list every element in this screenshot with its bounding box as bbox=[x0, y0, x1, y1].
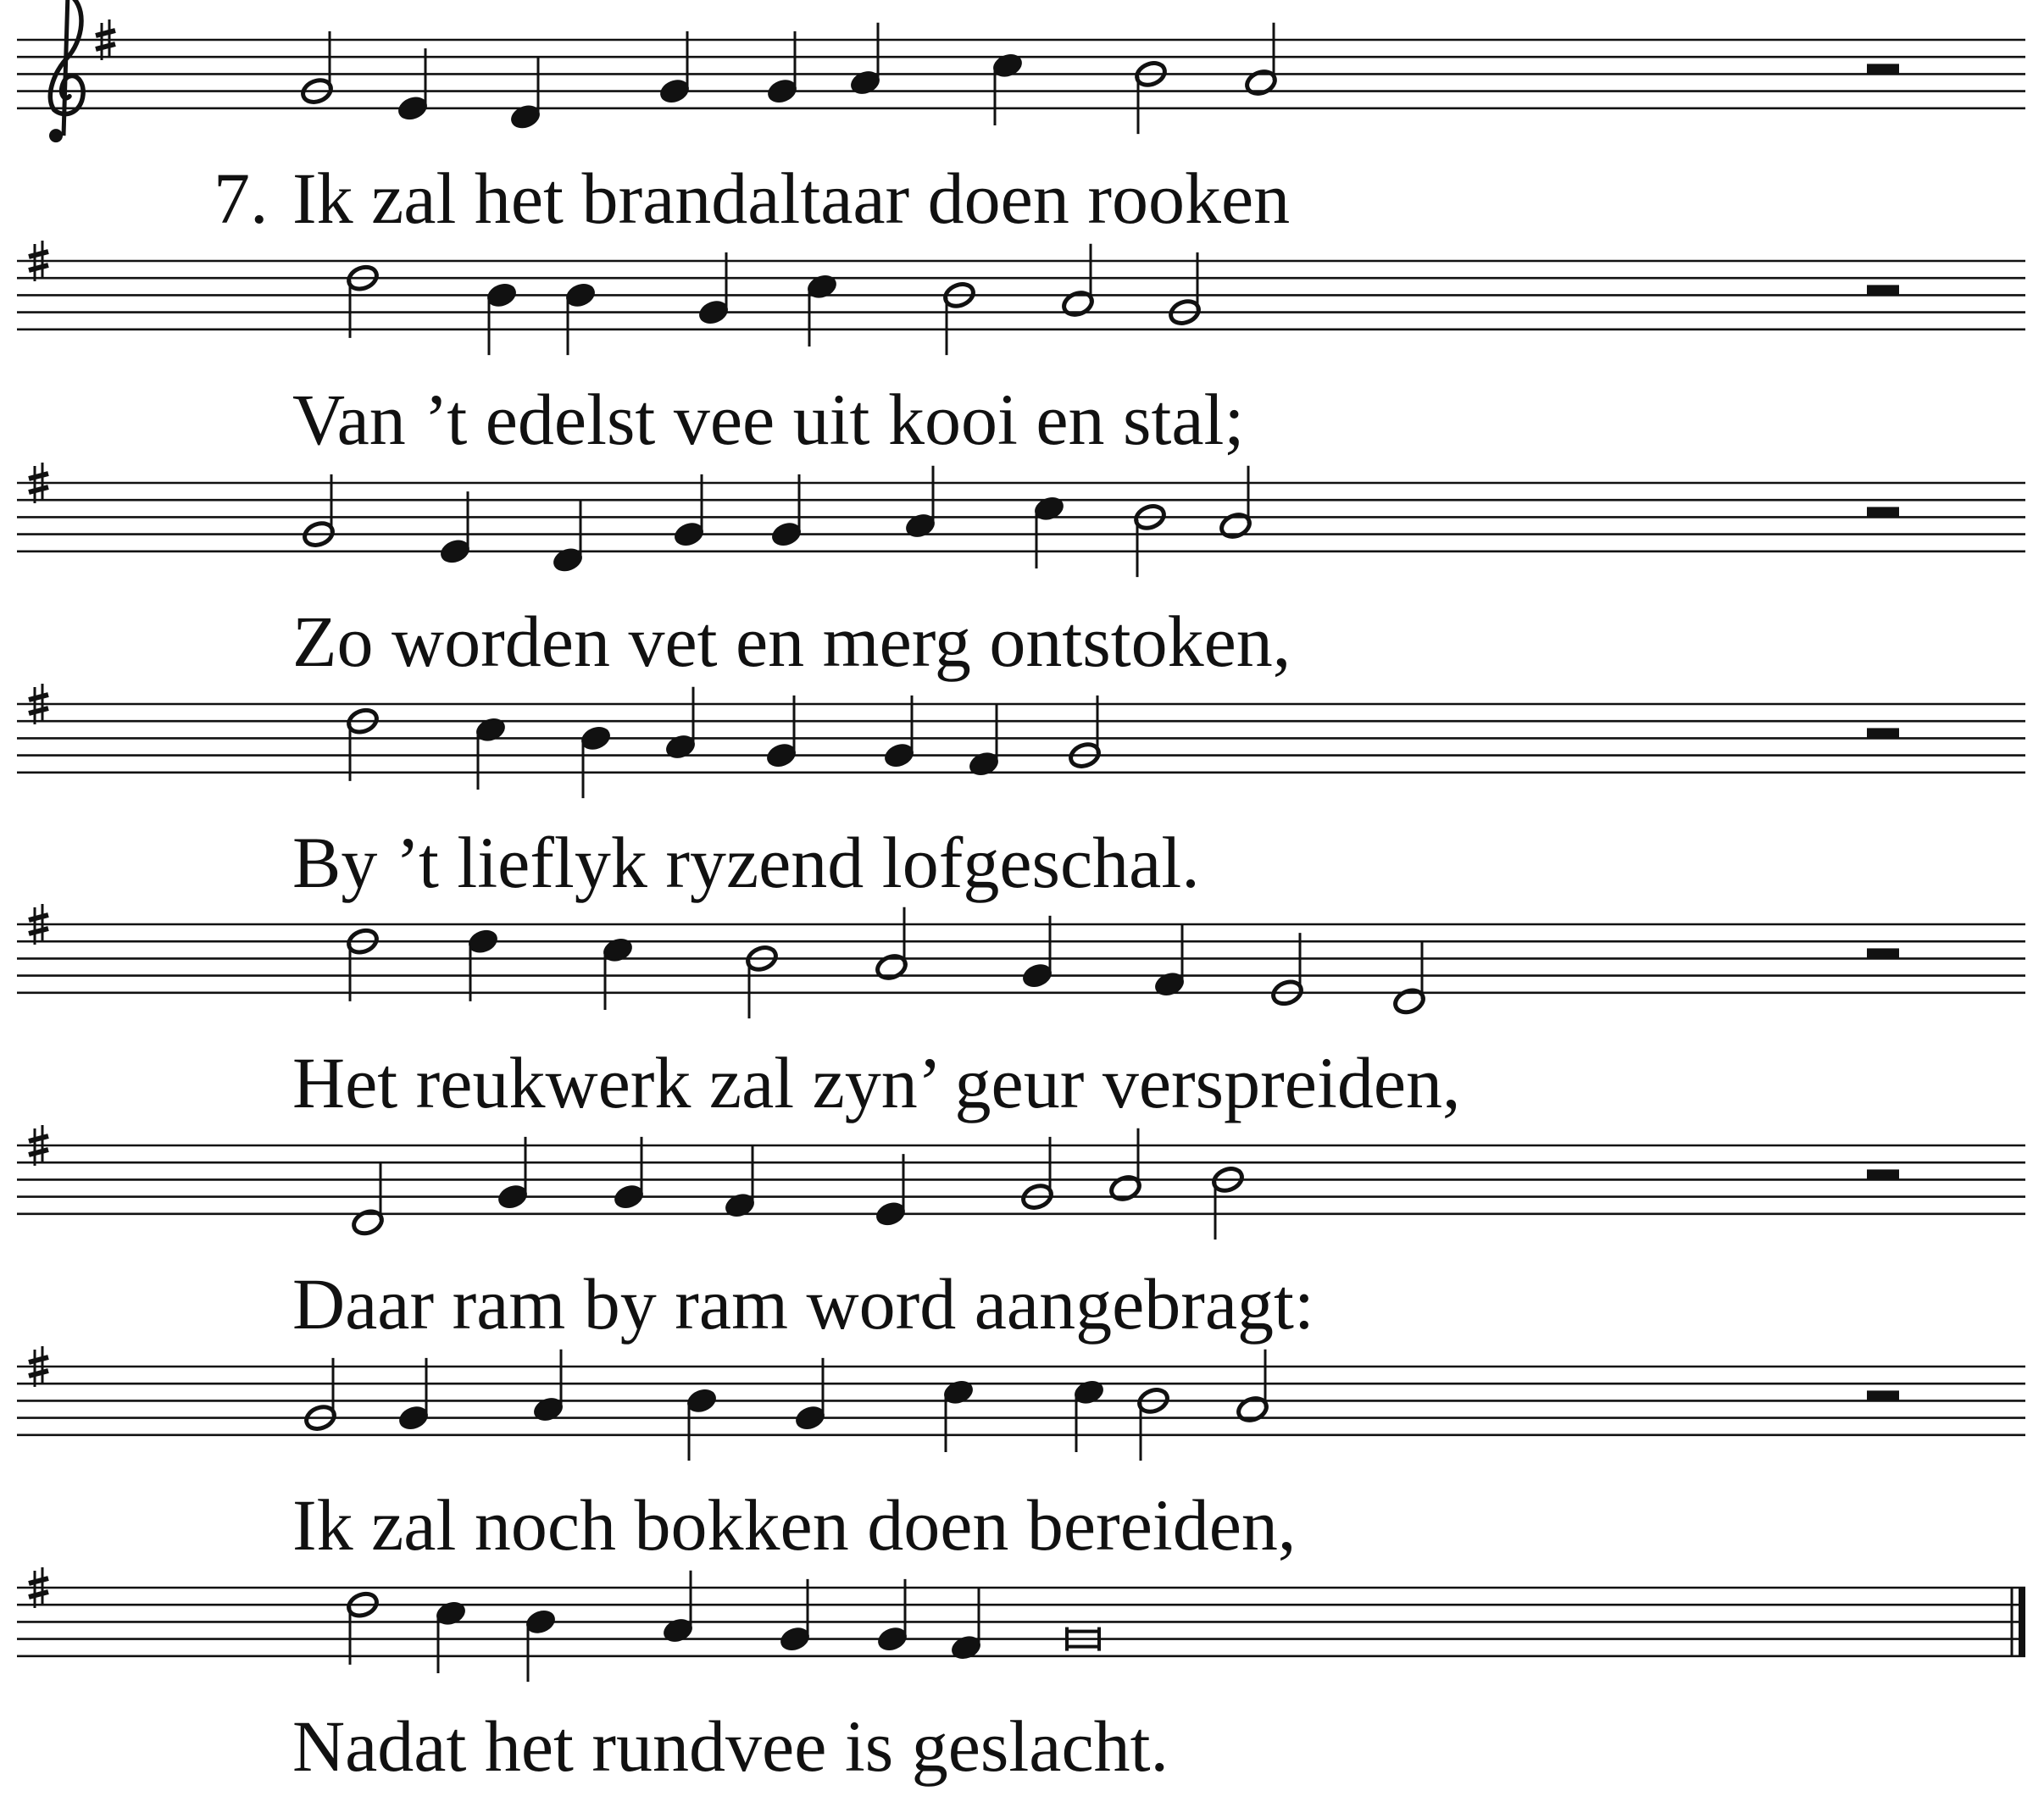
note bbox=[765, 31, 800, 106]
note bbox=[1219, 466, 1253, 541]
final-barline-thick bbox=[2019, 1588, 2025, 1656]
half-rest bbox=[1867, 285, 1899, 295]
note bbox=[346, 1590, 380, 1665]
note bbox=[531, 1350, 566, 1424]
note bbox=[991, 51, 1025, 125]
lyric-line: Van ’t edelst vee uit kooi en stal; bbox=[292, 378, 1245, 460]
sharp-bar bbox=[29, 1357, 48, 1362]
sharp-bar bbox=[29, 1136, 48, 1141]
sharp-bar bbox=[29, 1592, 48, 1597]
note bbox=[438, 491, 473, 566]
sharp-bar bbox=[29, 695, 48, 700]
lyric-line: Het reukwerk zal zyn’ geur verspreiden, bbox=[292, 1041, 1461, 1123]
note bbox=[466, 927, 501, 1001]
note bbox=[942, 280, 977, 355]
lyric-line: By ’t lieflyk ryzend lofgeschal. bbox=[292, 821, 1200, 903]
note bbox=[1068, 696, 1103, 770]
note bbox=[1236, 1350, 1270, 1424]
lyric-line: Nadat het rundvee is geslacht. bbox=[292, 1705, 1169, 1787]
system-3 bbox=[17, 463, 2025, 682]
system-2 bbox=[17, 241, 2025, 460]
sharp-bar bbox=[29, 487, 48, 492]
note bbox=[685, 1386, 719, 1461]
note bbox=[396, 48, 430, 123]
note bbox=[346, 263, 380, 338]
note bbox=[875, 907, 909, 982]
system-1 bbox=[17, 0, 2025, 239]
note bbox=[1136, 1386, 1171, 1461]
verse-number: 7. bbox=[214, 157, 269, 239]
note bbox=[397, 1358, 431, 1433]
note bbox=[941, 1378, 976, 1452]
note bbox=[1020, 1137, 1055, 1211]
note bbox=[346, 707, 380, 781]
note bbox=[903, 466, 938, 541]
note bbox=[664, 687, 698, 762]
note bbox=[745, 944, 780, 1018]
sharp-bar bbox=[96, 30, 115, 36]
note bbox=[496, 1137, 530, 1211]
half-rest bbox=[1867, 1169, 1899, 1179]
note bbox=[1134, 59, 1169, 134]
note bbox=[612, 1137, 647, 1211]
note bbox=[302, 474, 336, 549]
note bbox=[764, 696, 799, 770]
note bbox=[474, 715, 508, 790]
note bbox=[1392, 941, 1427, 1016]
note bbox=[874, 1154, 908, 1228]
note bbox=[769, 474, 804, 549]
note bbox=[805, 272, 840, 347]
half-rest bbox=[1867, 1390, 1899, 1400]
lyric-line: Ik zal noch bokken doen bereiden, bbox=[292, 1483, 1297, 1566]
system-4 bbox=[17, 684, 2025, 903]
half-rest bbox=[1867, 507, 1899, 517]
note bbox=[351, 1162, 386, 1237]
sharp-bar bbox=[29, 929, 48, 934]
note bbox=[1108, 1128, 1143, 1203]
note bbox=[1244, 23, 1279, 97]
note bbox=[658, 31, 692, 106]
note bbox=[485, 280, 519, 355]
note bbox=[1061, 244, 1096, 319]
sharp-bar bbox=[29, 1371, 48, 1376]
note bbox=[303, 1358, 338, 1433]
note bbox=[434, 1599, 469, 1673]
system-6 bbox=[17, 1125, 2025, 1345]
sharp-bar bbox=[29, 1578, 48, 1583]
sharp-bar bbox=[29, 265, 48, 270]
note bbox=[601, 935, 636, 1010]
note bbox=[778, 1579, 813, 1654]
note bbox=[1168, 252, 1203, 327]
note bbox=[1153, 924, 1187, 999]
sharp-bar bbox=[29, 252, 48, 257]
note bbox=[300, 31, 335, 106]
note bbox=[1020, 916, 1055, 990]
sharp-bar bbox=[96, 44, 115, 49]
half-rest bbox=[1867, 64, 1899, 74]
note bbox=[551, 500, 586, 574]
system-8 bbox=[17, 1567, 2025, 1787]
half-rest bbox=[1867, 948, 1899, 958]
sharp-bar bbox=[29, 1150, 48, 1155]
lyric-line: Ik zal het brandaltaar doen rooken bbox=[292, 157, 1291, 239]
sharp-bar bbox=[29, 708, 48, 713]
note bbox=[346, 927, 380, 1001]
lyric-line: Daar ram by ram word aangebragt: bbox=[292, 1262, 1314, 1345]
sharp-bar bbox=[29, 474, 48, 479]
note bbox=[564, 280, 598, 355]
note bbox=[848, 23, 883, 97]
lyric-line: Zo worden vet en merg ontstoken, bbox=[292, 600, 1291, 682]
note bbox=[672, 474, 707, 549]
treble-clef-tail-dot bbox=[49, 129, 63, 142]
note bbox=[579, 724, 614, 798]
note bbox=[882, 696, 917, 770]
note bbox=[508, 57, 543, 131]
note bbox=[1072, 1378, 1107, 1452]
system-5 bbox=[17, 904, 2025, 1123]
note bbox=[1270, 933, 1305, 1007]
half-rest bbox=[1867, 728, 1899, 738]
note bbox=[661, 1571, 696, 1645]
system-7 bbox=[17, 1346, 2025, 1566]
note bbox=[967, 704, 1002, 779]
note bbox=[697, 252, 731, 327]
note bbox=[1032, 494, 1067, 568]
note bbox=[875, 1579, 910, 1654]
note bbox=[524, 1607, 558, 1682]
note bbox=[1211, 1165, 1246, 1239]
note bbox=[1133, 502, 1168, 577]
note bbox=[949, 1588, 984, 1662]
note bbox=[793, 1358, 828, 1433]
note bbox=[723, 1145, 758, 1220]
sharp-bar bbox=[29, 915, 48, 920]
